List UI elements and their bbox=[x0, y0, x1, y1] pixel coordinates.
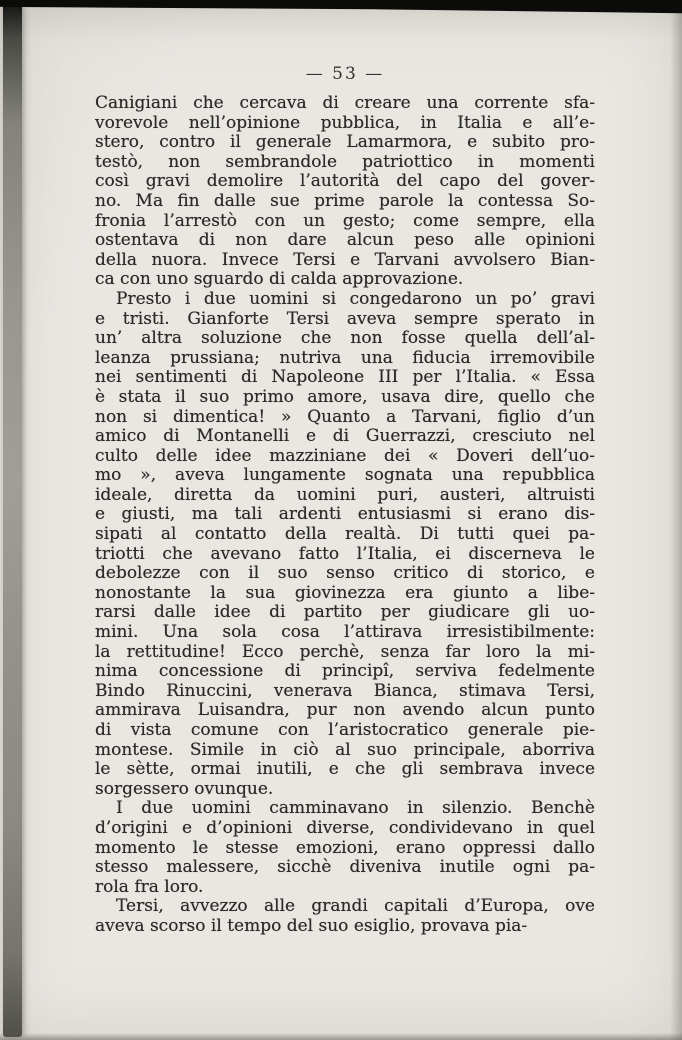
paragraph bbox=[95, 94, 595, 290]
text-line: è stata il suo primo amore, usava dire, quello che bbox=[95, 386, 595, 407]
paragraph bbox=[95, 799, 595, 897]
text-line: Tersi, avvezzo alle grandi capitali d’Europa, ove bbox=[116, 896, 595, 917]
text-line: vorevole nell’opinione pubblica, in Italia e all’e- bbox=[95, 112, 595, 133]
text-line: leanza prussiana; nutriva una fiducia irremovibile bbox=[95, 347, 595, 368]
text-line: stesso malessere, sicchè diveniva inutile ogni pa- bbox=[95, 857, 595, 878]
text-line: mini. Una sola cosa l’attirava irresistibilmente: bbox=[95, 622, 595, 643]
text-line: fronia l’arrestò con un gesto; come sempre, ella bbox=[95, 210, 595, 231]
text-line: d’origini e d’opinioni diverse, condividevano in quel bbox=[95, 817, 595, 838]
text-line: di vista comune con l’aristocratico generale pie- bbox=[95, 720, 595, 740]
text-line: I due uomini camminavano in silenzio. Benchè bbox=[116, 798, 595, 819]
text-line: amico di Montanelli e di Guerrazzi, cresciuto nel bbox=[95, 426, 595, 447]
text-line: culto delle idee mazziniane dei « Doveri dell’uo- bbox=[95, 445, 595, 466]
paragraph bbox=[95, 290, 595, 799]
text-line: della nuora. Invece Tersi e Tarvani avvolsero Bian- bbox=[95, 249, 595, 270]
text-line: aveva scorso il tempo del suo esiglio, provava pia- bbox=[95, 915, 528, 936]
text-line: rola fra loro. bbox=[95, 876, 204, 897]
text-line: triotti che avevano fatto l’Italia, ei discerneva le bbox=[95, 543, 595, 564]
text-line: non si dimentica! » Quanto a Tarvani, figlio d’un bbox=[95, 406, 595, 427]
text-line: Presto i due uomini si congedarono un po’ gravi bbox=[116, 288, 595, 309]
text-line: Canigiani che cercava di creare una corrente sfa- bbox=[95, 93, 595, 113]
text-line: ostentava di non dare alcun peso alle opinioni bbox=[95, 230, 595, 251]
text-line: Bindo Rinuccini, venerava Bianca, stimava Tersi, bbox=[95, 680, 595, 701]
text-line: montese. Simile in ciò al suo principale, aborriva bbox=[95, 739, 595, 760]
text-line: stero, contro il generale Lamarmora, e subito pro- bbox=[95, 132, 595, 153]
text-line: e giusti, ma tali ardenti entusiasmi si erano dis- bbox=[95, 504, 595, 525]
text-line: mo », aveva lungamente sognata una repubblica bbox=[95, 465, 595, 486]
text-line: nima concessione di principî, serviva fedelmente bbox=[95, 661, 595, 682]
text-line: sipati al contatto della realtà. Di tutti quei pa- bbox=[95, 524, 595, 545]
text-line: la rettitudine! Ecco perchè, senza far loro la mi- bbox=[95, 641, 595, 662]
text-line: rarsi dalle idee di partito per giudicare gli uo- bbox=[95, 602, 595, 623]
text-line: testò, non sembrandole patriottico in momenti bbox=[95, 151, 595, 172]
text-line: così gravi demolire l’autorità del capo del gover- bbox=[95, 171, 595, 192]
text-line: e tristi. Gianforte Tersi aveva sempre sperato in bbox=[95, 308, 595, 329]
page-edge-bottom bbox=[0, 1033, 682, 1040]
text-line: le sètte, ormai inutili, e che gli sembrava invece bbox=[95, 759, 595, 780]
text-line: nei sentimenti di Napoleone III per l’Italia. « Essa bbox=[95, 367, 595, 388]
page-edge-right bbox=[670, 12, 682, 1040]
text-line: un’ altra soluzione che non fosse quella dell’al- bbox=[95, 328, 595, 349]
text-line: debolezze con il suo senso critico di storico, e bbox=[95, 563, 595, 584]
body-text-block bbox=[95, 94, 595, 937]
scan-edge-top bbox=[0, 0, 682, 15]
paragraph bbox=[95, 897, 595, 936]
text-line: no. Ma fin dalle sue prime parole la contessa So- bbox=[95, 190, 595, 211]
text-line: sorgessero ovunque. bbox=[95, 778, 274, 799]
text-line: nonostante la sua giovinezza era giunto a libe- bbox=[95, 582, 595, 603]
text-line: momento le stesse emozioni, erano oppressi dallo bbox=[95, 837, 595, 858]
page-number-header: — 53 — bbox=[305, 64, 385, 84]
text-line: ammirava Luisandra, pur non avendo alcun punto bbox=[95, 700, 595, 721]
text-line: ideale, diretta da uomini puri, austeri, altruisti bbox=[95, 484, 595, 505]
text-line: ca con uno sguardo di calda approvazione. bbox=[95, 269, 464, 290]
binding-shadow bbox=[3, 4, 22, 1037]
